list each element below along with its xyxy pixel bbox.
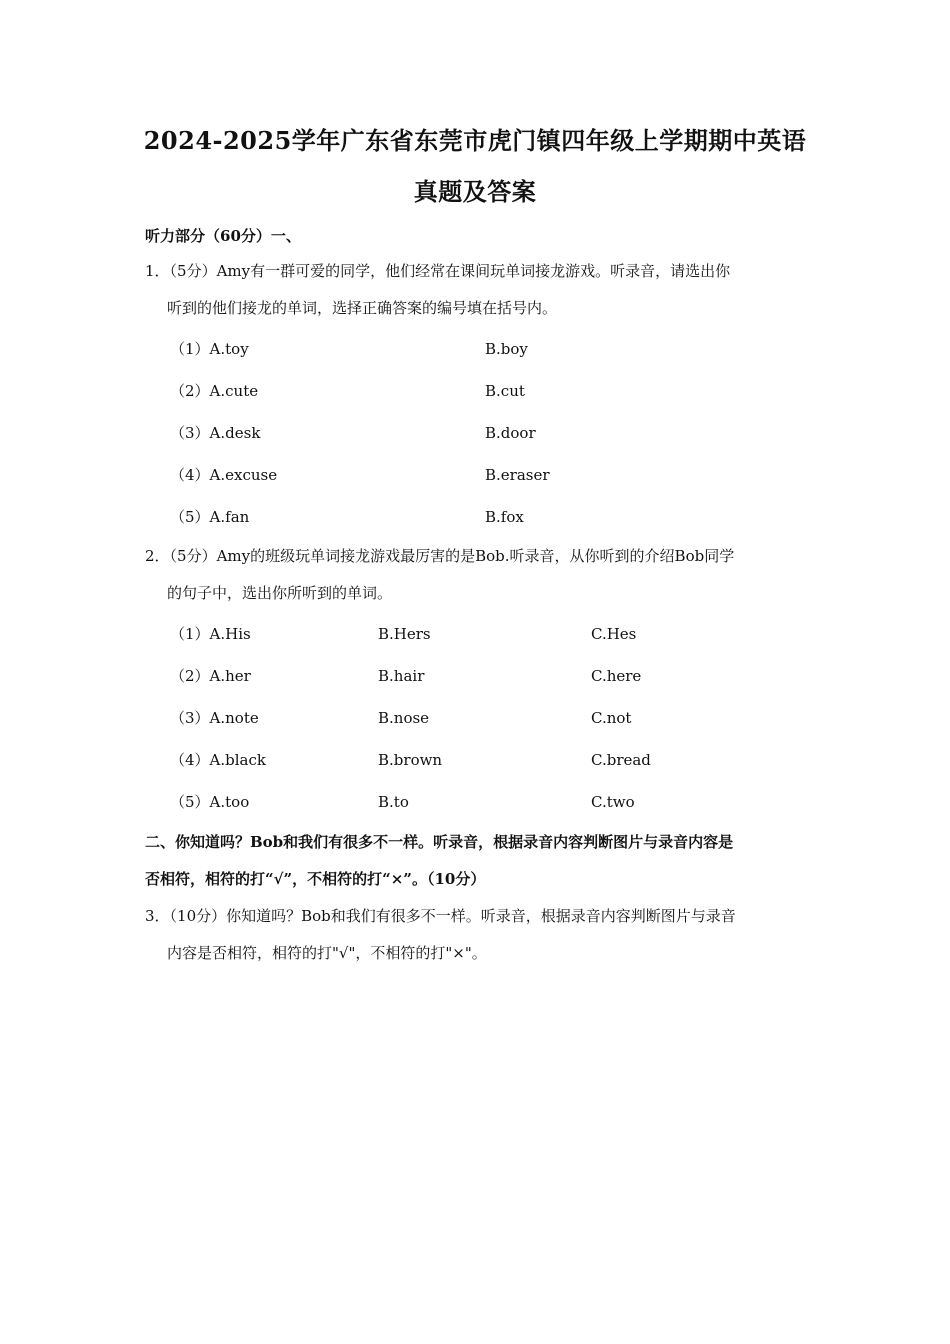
question-2-text-line2: 的句子中，选出你所听到的单词。: [167, 584, 393, 602]
q2-option-b: B.nose: [378, 709, 430, 727]
q1-option-b: B.eraser: [485, 466, 550, 484]
q2-option-a: （3）A.note: [170, 709, 259, 727]
question-1-text-line1: 1．（5分）Amy有一群可爱的同学，他们经常在课间玩单词接龙游戏。听录音，请选出你: [145, 262, 731, 280]
q2-option-a: （4）A.black: [170, 751, 266, 769]
q1-option-a: （1）A.toy: [170, 340, 249, 358]
q2-option-b: B.brown: [378, 751, 443, 769]
q2-option-a: （5）A.too: [170, 793, 250, 811]
document-title-line2: 真题及答案: [413, 177, 537, 206]
q1-option-b: B.fox: [485, 508, 524, 526]
q1-option-a: （2）A.cute: [170, 382, 259, 400]
section-listening-heading: 听力部分（60分）一、: [145, 227, 301, 245]
q2-option-c: C.bread: [591, 751, 651, 769]
q2-option-c: C.here: [591, 667, 642, 685]
q2-option-a: （2）A.her: [170, 667, 251, 685]
q1-option-a: （4）A.excuse: [170, 466, 278, 484]
question-3-text-line2: 内容是否相符，相符的打"√"，不相符的打"×"。: [167, 944, 487, 962]
q2-option-b: B.Hers: [378, 625, 431, 643]
question-3-text-line1: 3．（10分）你知道吗？Bob和我们有很多不一样。听录音，根据录音内容判断图片与录音: [145, 907, 736, 925]
q2-option-a: （1）A.His: [170, 625, 251, 643]
document-title-line1: 2024-2025学年广东省东莞市虎门镇四年级上学期期中英语: [143, 126, 807, 155]
q1-option-b: B.door: [485, 424, 536, 442]
q2-option-c: C.two: [591, 793, 635, 811]
q2-option-b: B.to: [378, 793, 409, 811]
question-1-text-line2: 听到的他们接龙的单词，选择正确答案的编号填在括号内。: [167, 299, 558, 317]
q1-option-a: （5）A.fan: [170, 508, 250, 526]
q2-option-c: C.Hes: [591, 625, 637, 643]
q1-option-a: （3）A.desk: [170, 424, 261, 442]
q2-option-c: C.not: [591, 709, 632, 727]
q1-option-b: B.cut: [485, 382, 525, 400]
section-2-heading-line1: 二、你知道吗？Bob和我们有很多不一样。听录音，根据录音内容判断图片与录音内容是: [145, 833, 734, 851]
q1-option-b: B.boy: [485, 340, 528, 358]
question-2-text-line1: 2．（5分）Amy的班级玩单词接龙游戏最厉害的是Bob.听录音，从你听到的介绍Bob同学: [145, 547, 735, 565]
section-2-heading-line2: 否相符，相符的打“√”，不相符的打“×”。（10分）: [145, 870, 486, 888]
q2-option-b: B.hair: [378, 667, 425, 685]
